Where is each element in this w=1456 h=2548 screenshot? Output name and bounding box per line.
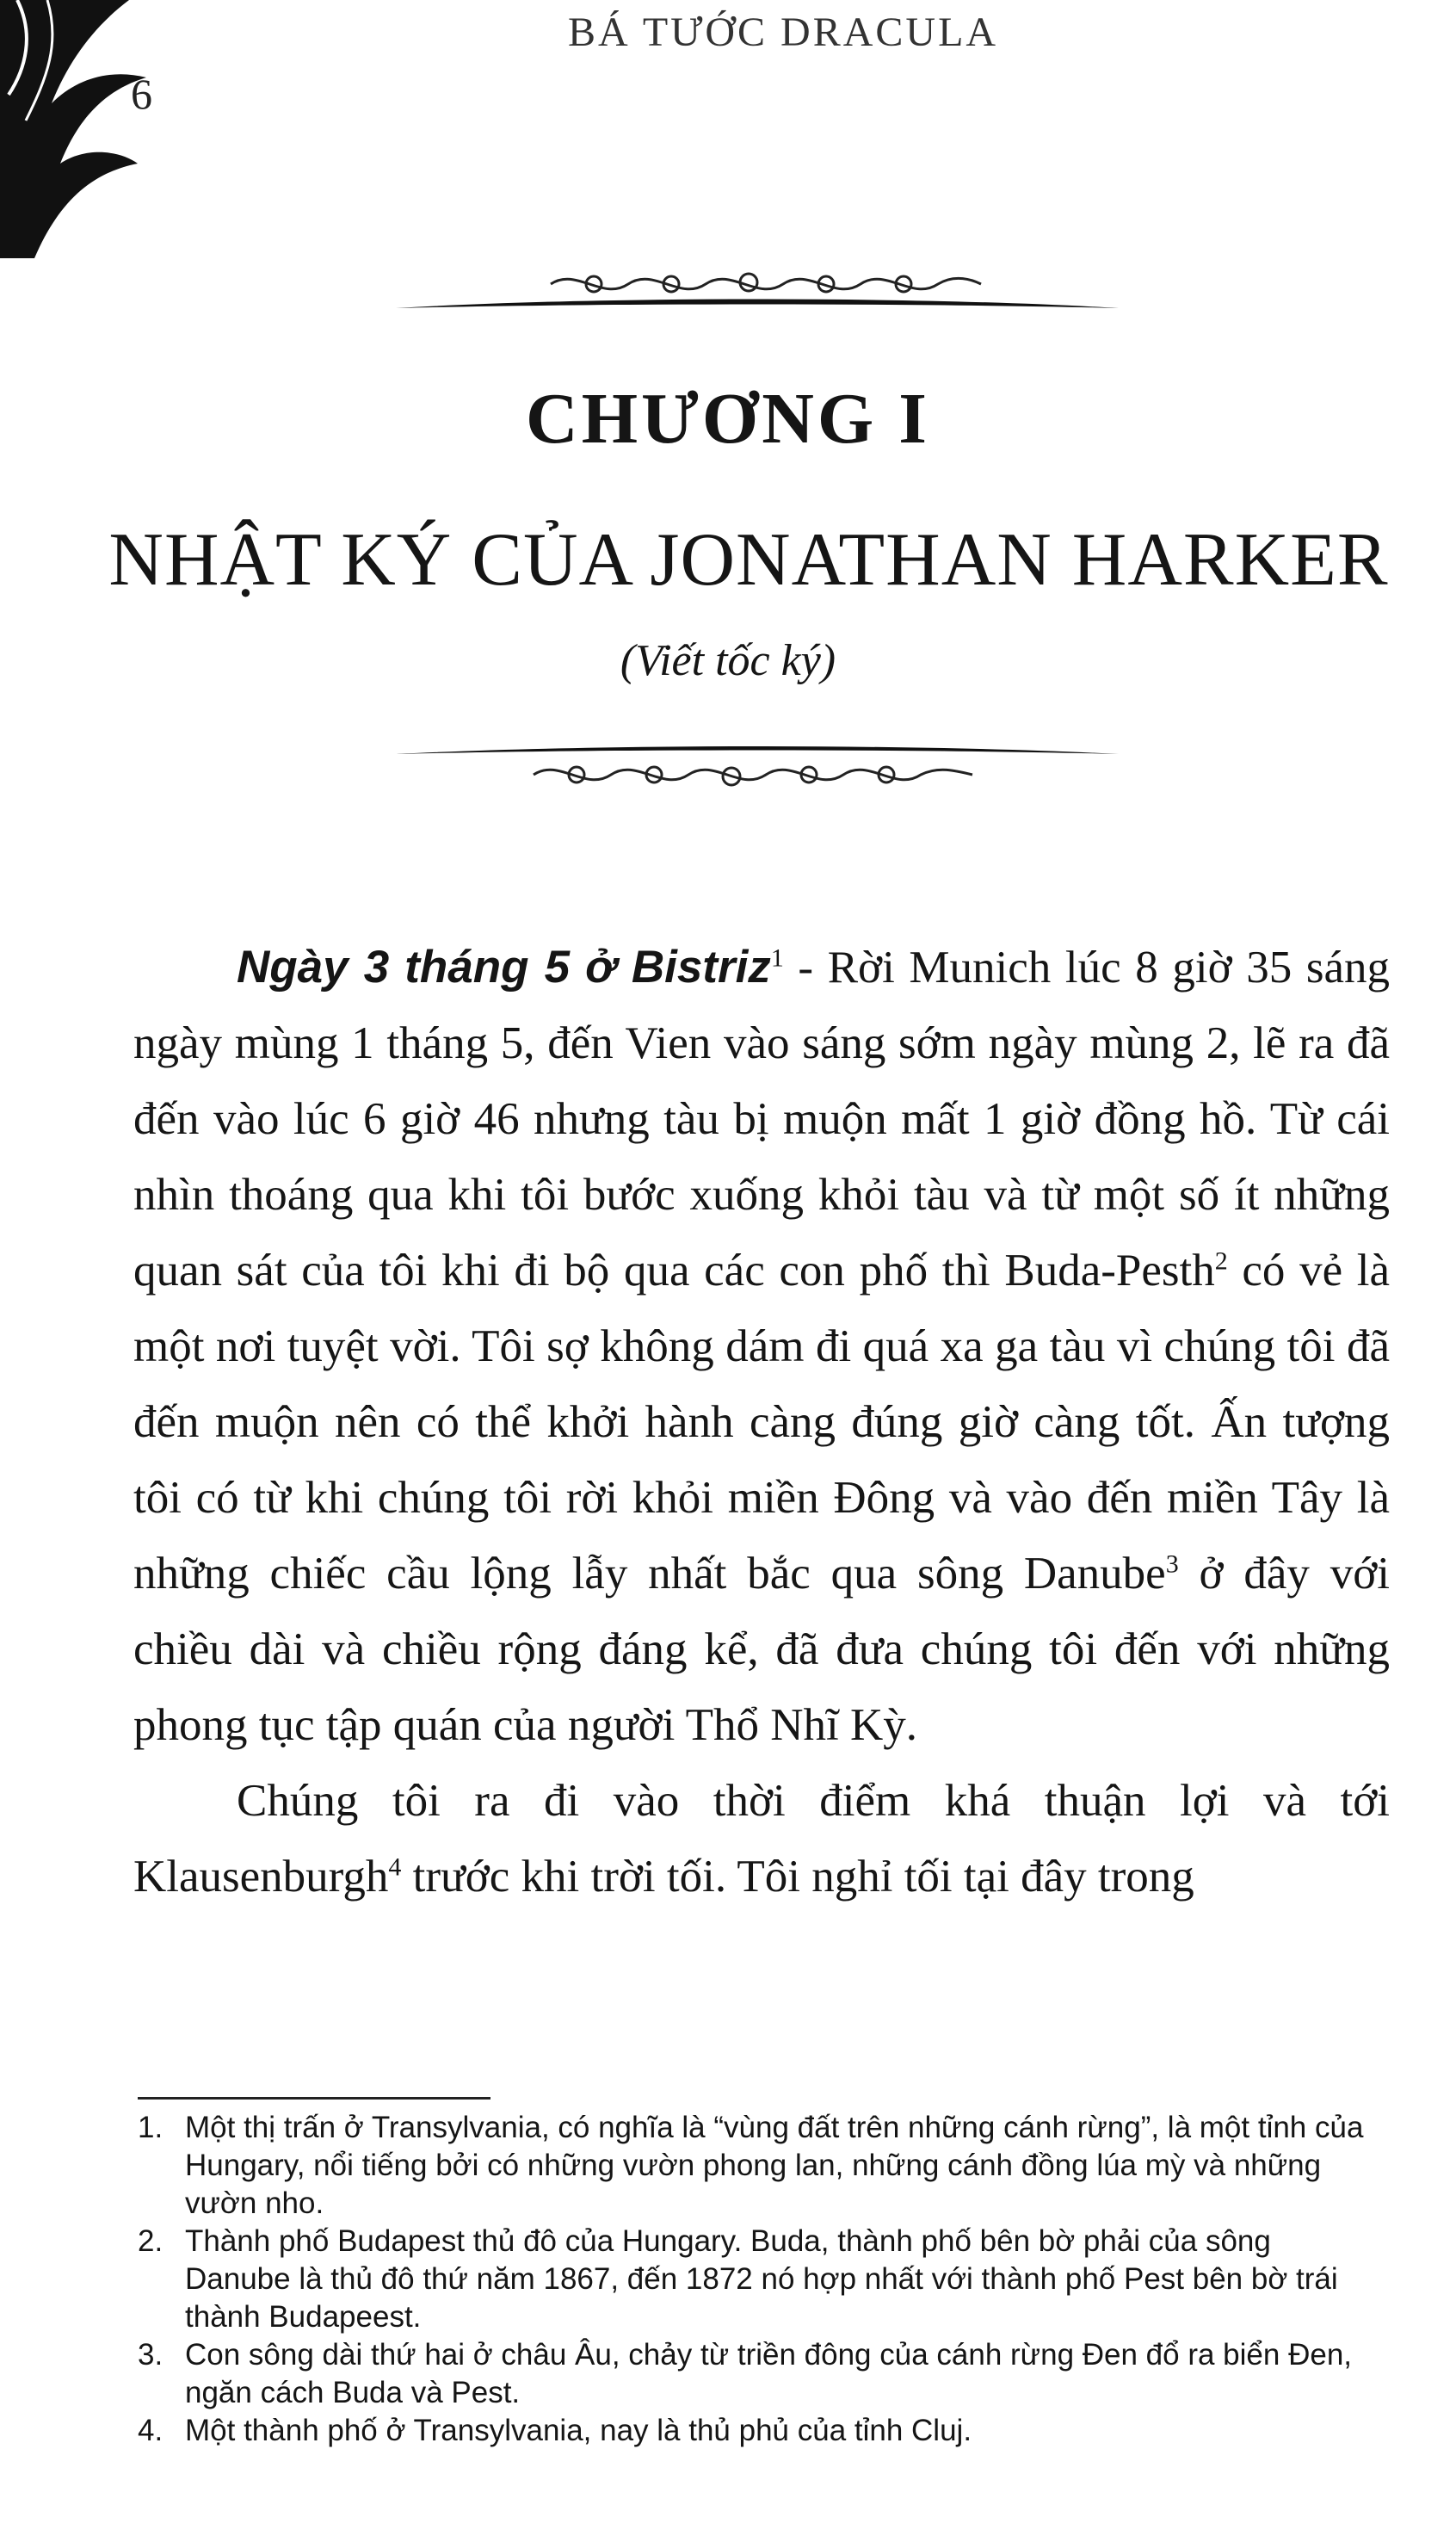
footnote-number: 4.: [138, 2414, 163, 2447]
paragraph-2-text-b: trước khi trời tối. Tôi nghỉ tối tại đây trong: [401, 1852, 1194, 1902]
footnote-separator: [138, 2097, 490, 2100]
footnote-text: Thành phố Budapest thủ đô của Hungary. Buda, thành phố bên bờ phải của sông Danube là thủ đô thứ năm 1867, đến 1872 nó hợp nhất với thành phố Pest bên bờ trái thành Budapeest.: [185, 2224, 1338, 2334]
paragraph-1: [133, 930, 1390, 1763]
footnote-ref-4: 4: [388, 1852, 402, 1882]
footnote-3: [138, 2336, 1377, 2412]
footnote-number: 2.: [138, 2224, 163, 2258]
footnote-number: 3.: [138, 2338, 163, 2372]
footnotes: [138, 2109, 1377, 2450]
paragraph-1-text-a: - Rời Munich lúc 8 giờ 35 sáng ngày mùng 1 tháng 5, đến Vien vào sáng sớm ngày mùng 2, lẽ ra đã đến vào lúc 6 giờ 46 nhưng tàu bị muộn mất 1 giờ đồng hồ. Từ cái nhìn thoáng qua khi tôi bước xuống khỏi tàu và từ một số ít những quan sát của tôi khi đi bộ qua các con phố thì Buda-Pesth: [133, 943, 1390, 1296]
footnote-1: [138, 2109, 1377, 2223]
diary-date-lead: Ngày 3 tháng 5 ở Bistriz: [237, 942, 771, 993]
footnote-4: [138, 2412, 1377, 2450]
chapter-heading: CHƯƠNG I: [526, 379, 930, 459]
ornamental-divider-top: [379, 258, 1136, 318]
corner-flourish-ornament: [0, 0, 163, 258]
paragraph-2: [133, 1763, 1390, 1914]
chapter-subtitle: (Viết tốc ký): [620, 636, 836, 685]
paragraph-1-text-c: ở đây với chiều dài và chiều rộng đáng kể, đã đưa chúng tôi đến với những phong tục tập quán của người Thổ Nhĩ Kỳ.: [133, 1549, 1390, 1750]
footnote-number: 1.: [138, 2111, 163, 2144]
paragraph-1-text-b: có vẻ là một nơi tuyệt vời. Tôi sợ không dám đi quá xa ga tàu vì chúng tôi đã đến muộn nên có thể khởi hành càng đúng giờ càng tốt. Ấn tượng tôi có từ khi chúng tôi rời khỏi miền Đông và vào đến miền Tây là những chiếc cầu lộng lẫy nhất bắc qua sông Danube: [133, 1246, 1390, 1599]
footnote-ref-3: 3: [1165, 1549, 1179, 1579]
footnote-text: Một thị trấn ở Transylvania, có nghĩa là “vùng đất trên những cánh rừng”, là một tỉnh của Hungary, nổi tiếng bởi có những vườn phong lan, những cánh đồng lúa mỳ và những vườn nho.: [185, 2111, 1364, 2220]
running-header-title: BÁ TƯỚC DRACULA: [568, 9, 999, 55]
footnote-text: Con sông dài thứ hai ở châu Âu, chảy từ triền đông của cánh rừng Đen đổ ra biển Đen, ngăn cách Buda và Pest.: [185, 2338, 1353, 2409]
footnote-ref-1: 1: [770, 943, 784, 973]
footnote-text: Một thành phố ở Transylvania, nay là thủ phủ của tỉnh Cluj.: [185, 2414, 972, 2447]
footnote-ref-2: 2: [1214, 1246, 1228, 1276]
page-number: 6: [131, 70, 152, 118]
footnote-2: [138, 2223, 1377, 2336]
paragraph-2-text-a: Chúng tôi ra đi vào thời điểm khá thuận lợi và tới Klausenburgh: [133, 1776, 1390, 1902]
ornamental-divider-bottom: [379, 740, 1136, 801]
chapter-title: NHẬT KÝ CỦA JONATHAN HARKER: [108, 518, 1389, 602]
body-text: [133, 930, 1390, 1914]
